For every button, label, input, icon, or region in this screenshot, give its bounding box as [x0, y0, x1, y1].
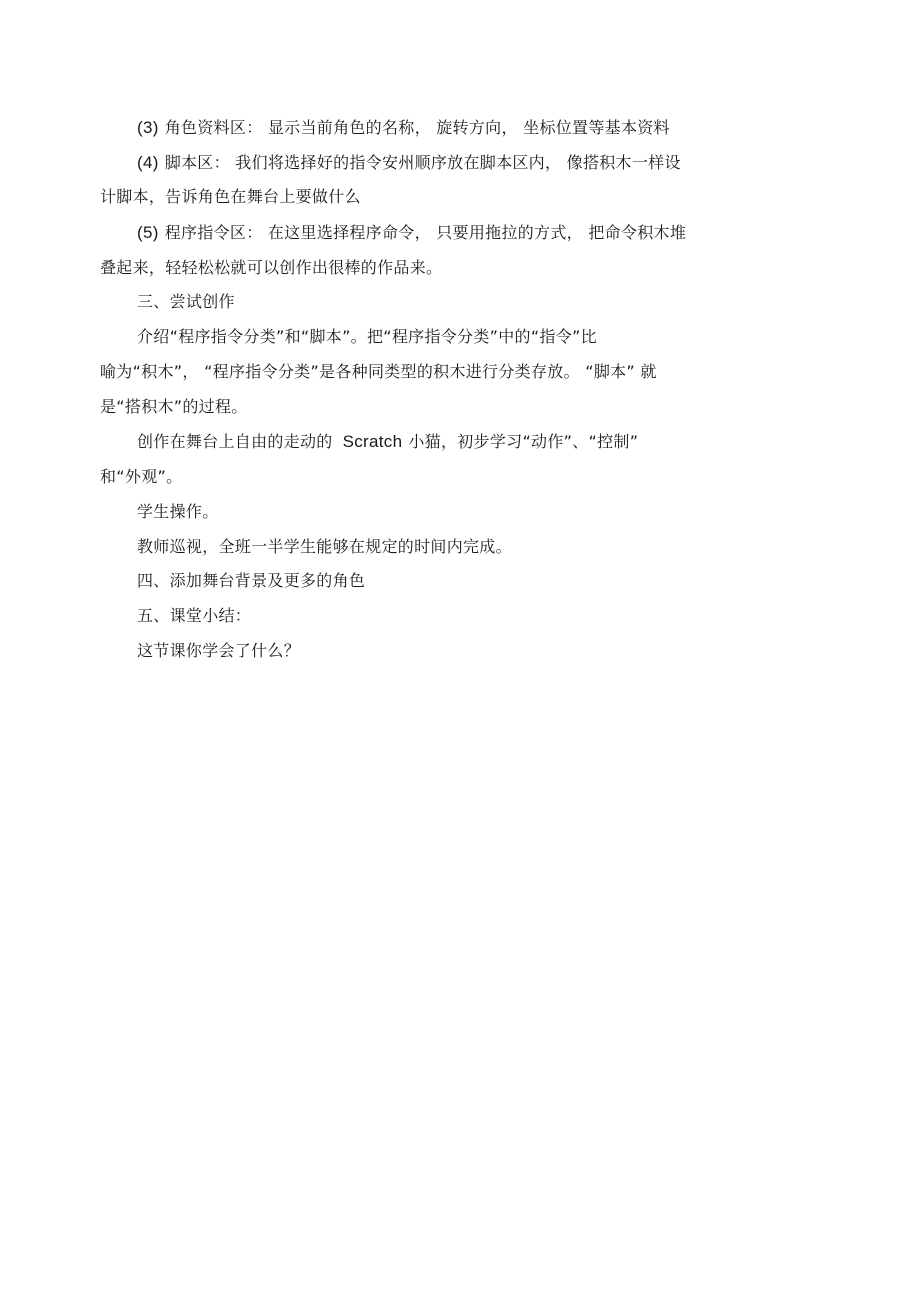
intro-line-3: 是“搭积木”的过程。	[100, 397, 248, 416]
create-line-1-b: 小猫，初步学习“动作”、“控制”	[408, 432, 639, 451]
item-4-continuation: 计脚本，告诉角色在舞台上要做什么	[100, 187, 361, 206]
item-5-continuation: 叠起来，轻轻松松就可以创作出很棒的作品来。	[100, 258, 443, 277]
item-3-line	[137, 118, 670, 138]
student-operation: 学生操作。	[137, 502, 219, 521]
item-4-text: 脚本区： 我们将选择好的指令安州顺序放在脚本区内， 像搭积木一样设	[164, 153, 681, 172]
section-4-heading: 四、添加舞台背景及更多的角色	[137, 571, 366, 590]
item-4-line	[137, 153, 681, 173]
teacher-patrol: 教师巡视，全班一半学生能够在规定的时间内完成。	[137, 537, 512, 556]
intro-line-2: 喻为“积木”， “程序指令分类”是各种同类型的积木进行分类存放。 “脚本” 就	[100, 362, 657, 381]
item-4-number: (4)	[137, 153, 159, 172]
item-5-text: 程序指令区： 在这里选择程序命令， 只要用拖拉的方式， 把命令积木堆	[164, 223, 687, 242]
intro-line-1: 介绍“程序指令分类”和“脚本”。把“程序指令分类”中的“指令”比	[137, 327, 597, 346]
closing-question: 这节课你学会了什么？	[137, 641, 301, 660]
create-line-1	[137, 432, 638, 452]
section-3-heading: 三、尝试创作	[137, 292, 235, 311]
create-line-1-a: 创作在舞台上自由的走动的	[137, 432, 333, 451]
item-5-number: (5)	[137, 223, 159, 242]
item-5-line	[137, 223, 686, 243]
item-3-number: (3)	[137, 118, 159, 137]
create-line-2: 和“外观”。	[100, 467, 183, 486]
create-line-1-scratch: Scratch	[342, 432, 403, 451]
item-3-text: 角色资料区： 显示当前角色的名称， 旋转方向， 坐标位置等基本资料	[164, 118, 670, 137]
section-5-heading: 五、课堂小结：	[137, 606, 252, 625]
